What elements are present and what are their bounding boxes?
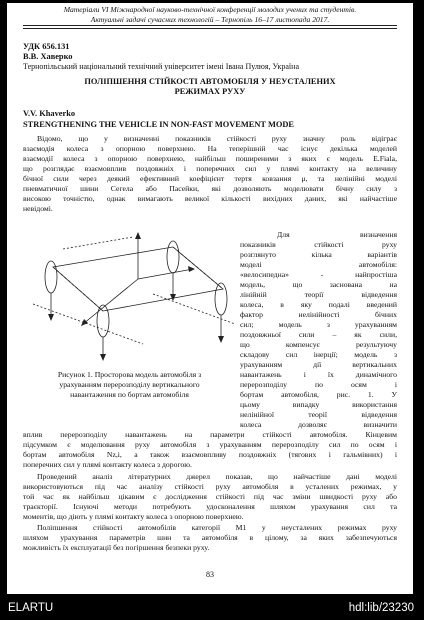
running-header-line-1: Матеріали VI Міжнародної науково-технічної конференції молодих учених та студентів. bbox=[63, 5, 357, 14]
para1-line: Відомо, що у визначенні показників стійкості руху значну роль відіграє bbox=[37, 134, 397, 143]
right-col-line: показників стійкості руху bbox=[240, 240, 397, 249]
right-col-line: нелінійної теорії відведення bbox=[240, 410, 397, 419]
handle-id[interactable]: hdl:lib/23230 bbox=[348, 602, 414, 614]
figure-caption-line: Рисунок 1. Просторова модель автомобіля з bbox=[57, 370, 202, 379]
author-ua: В.В. Хаверко bbox=[23, 52, 73, 61]
title-ua-line-1: ПОЛІПШЕННЯ СТІЙКОСТІ АВТОМОБІЛЯ У НЕУСТАЛЕНИХ bbox=[84, 77, 336, 86]
right-col-line: «велосипедна» - найпростіша bbox=[240, 270, 397, 279]
para1-line: взаємодії колеса з опорною поверхнею, найбільш поширеними з яких є модель E.Fiala, bbox=[23, 154, 397, 163]
repository-footer bbox=[0, 599, 424, 620]
para2-line: поперечних сил у плямі контакту колеса з дорогою. bbox=[23, 460, 192, 469]
para4-line: Поліпшення стійкості автомобілів категорії М1 у неусталених режимах руху bbox=[37, 523, 397, 532]
figure-caption-line: урахуванням перерозподілу вертикального bbox=[59, 380, 200, 389]
right-col-line: бортам автомобіля, рис. 1. У bbox=[240, 390, 397, 399]
repository-name: ELARTU bbox=[8, 602, 54, 614]
page-number: 83 bbox=[206, 570, 214, 579]
para1-line: високою точністю, однак вимагають великої кількості вихідних даних, які найчастіше bbox=[23, 194, 397, 203]
right-col-line: моделі автомобіля: bbox=[240, 260, 397, 269]
right-col-line: колеса, в яку подалі введений bbox=[240, 300, 397, 309]
header-rule bbox=[23, 25, 397, 26]
para1-line: взаємодія колеса з опорною поверхнею. На теперішній час існує декілька моделей bbox=[23, 144, 397, 153]
right-col-line: складову сил інерції; модель з bbox=[240, 350, 397, 359]
para1-line: невідомі. bbox=[23, 204, 53, 213]
right-col-line: поздовжньої сили – як сили, bbox=[240, 330, 397, 339]
para1-line: пневматичної шини Сегела або Пасейки, які дозволяють моделювати бічну силу з bbox=[23, 184, 397, 193]
right-col-line: Для визначення bbox=[277, 230, 397, 239]
right-col-line: лінійній теорії відведення bbox=[240, 290, 397, 299]
right-col-line: цьому випадку використання bbox=[240, 400, 397, 409]
paper-page bbox=[7, 3, 413, 594]
para3-line: моментів, що діють у плямі контакту колеса з опорною поверхнею. bbox=[23, 512, 244, 521]
para3-line: траєкторії. Існуючі методи потребують удосконалення шляхом урахування сил та bbox=[23, 502, 397, 511]
right-col-line: модель, що заснована на bbox=[240, 280, 397, 289]
para2-line: підсумком є моделювання руху автомобіля з урахуванням перерозподілу сил по осям і bbox=[23, 440, 397, 449]
right-col-line: урахуванням дії вертикальних bbox=[240, 360, 397, 369]
udk-code: УДК 656.131 bbox=[23, 42, 70, 51]
right-col-line: розглянуто кілька варіантів bbox=[240, 250, 397, 259]
title-ua-line-2: РЕЖИМАХ РУХУ bbox=[174, 87, 246, 96]
para4-line: можливість їх експлуатації без погіршення безпеки руху. bbox=[23, 543, 210, 552]
para3-line: той час як найбільш цікавим є дослідження стійкості під час зміни швидкості руху або bbox=[23, 492, 397, 501]
right-col-line: фактор нелінійності бічних bbox=[240, 310, 397, 319]
para4-line: шляхом урахування параметрів шин та автомобіля в цілому, за яких забезпечуються bbox=[23, 533, 397, 542]
para2-line: вплив перерозподілу навантажень на параметри стійкості автомобіля. Кінцевим bbox=[23, 430, 397, 439]
para3-line: використовуються під час аналізу стійкості руху автомобіля в усталених режимах, у bbox=[23, 482, 397, 491]
para1-line: що розглядає взаємовплив поздовжніх і поперечних сил у плямі контакту на величину bbox=[23, 164, 397, 173]
para2-line: бортам автомобіля Nz,i, а також взаємовпливу поздовжніх (тягових і гальмівних) і bbox=[23, 450, 397, 459]
header-rule-2 bbox=[23, 28, 397, 29]
figure-caption-line: навантаження по бортам автомобіля bbox=[70, 390, 189, 399]
right-col-line: що компенсує результуючу bbox=[240, 340, 397, 349]
author-en: V.V. Khaverko bbox=[23, 109, 76, 118]
vehicle-model-figure bbox=[23, 229, 236, 365]
title-en: STRENGTHENING THE VEHICLE IN NON-FAST MOVEMENT MODE bbox=[23, 120, 294, 129]
para3-line: Проведений аналіз літературних джерел показав, що найчастіше дані моделі bbox=[37, 472, 397, 481]
affiliation: Тернопільський національний технічний університет імені Івана Пулюя, Україна bbox=[23, 62, 299, 71]
para1-line: бічної сили через деякий ефективний коефіцієнт тертя ковзання μ, та нелінійні моделі bbox=[23, 174, 397, 183]
right-col-line: сил; модель з урахуванням bbox=[240, 320, 397, 329]
running-header-line-2: Актуальні задачі сучасних технологій – Тернопіль 16–17 листопада 2017. bbox=[90, 15, 330, 24]
right-col-line: навантажень і їх динамічного bbox=[240, 370, 397, 379]
right-col-line: колеса дозволяє визначити bbox=[240, 420, 397, 429]
right-col-line: перерозподілу по осям і bbox=[240, 380, 397, 389]
